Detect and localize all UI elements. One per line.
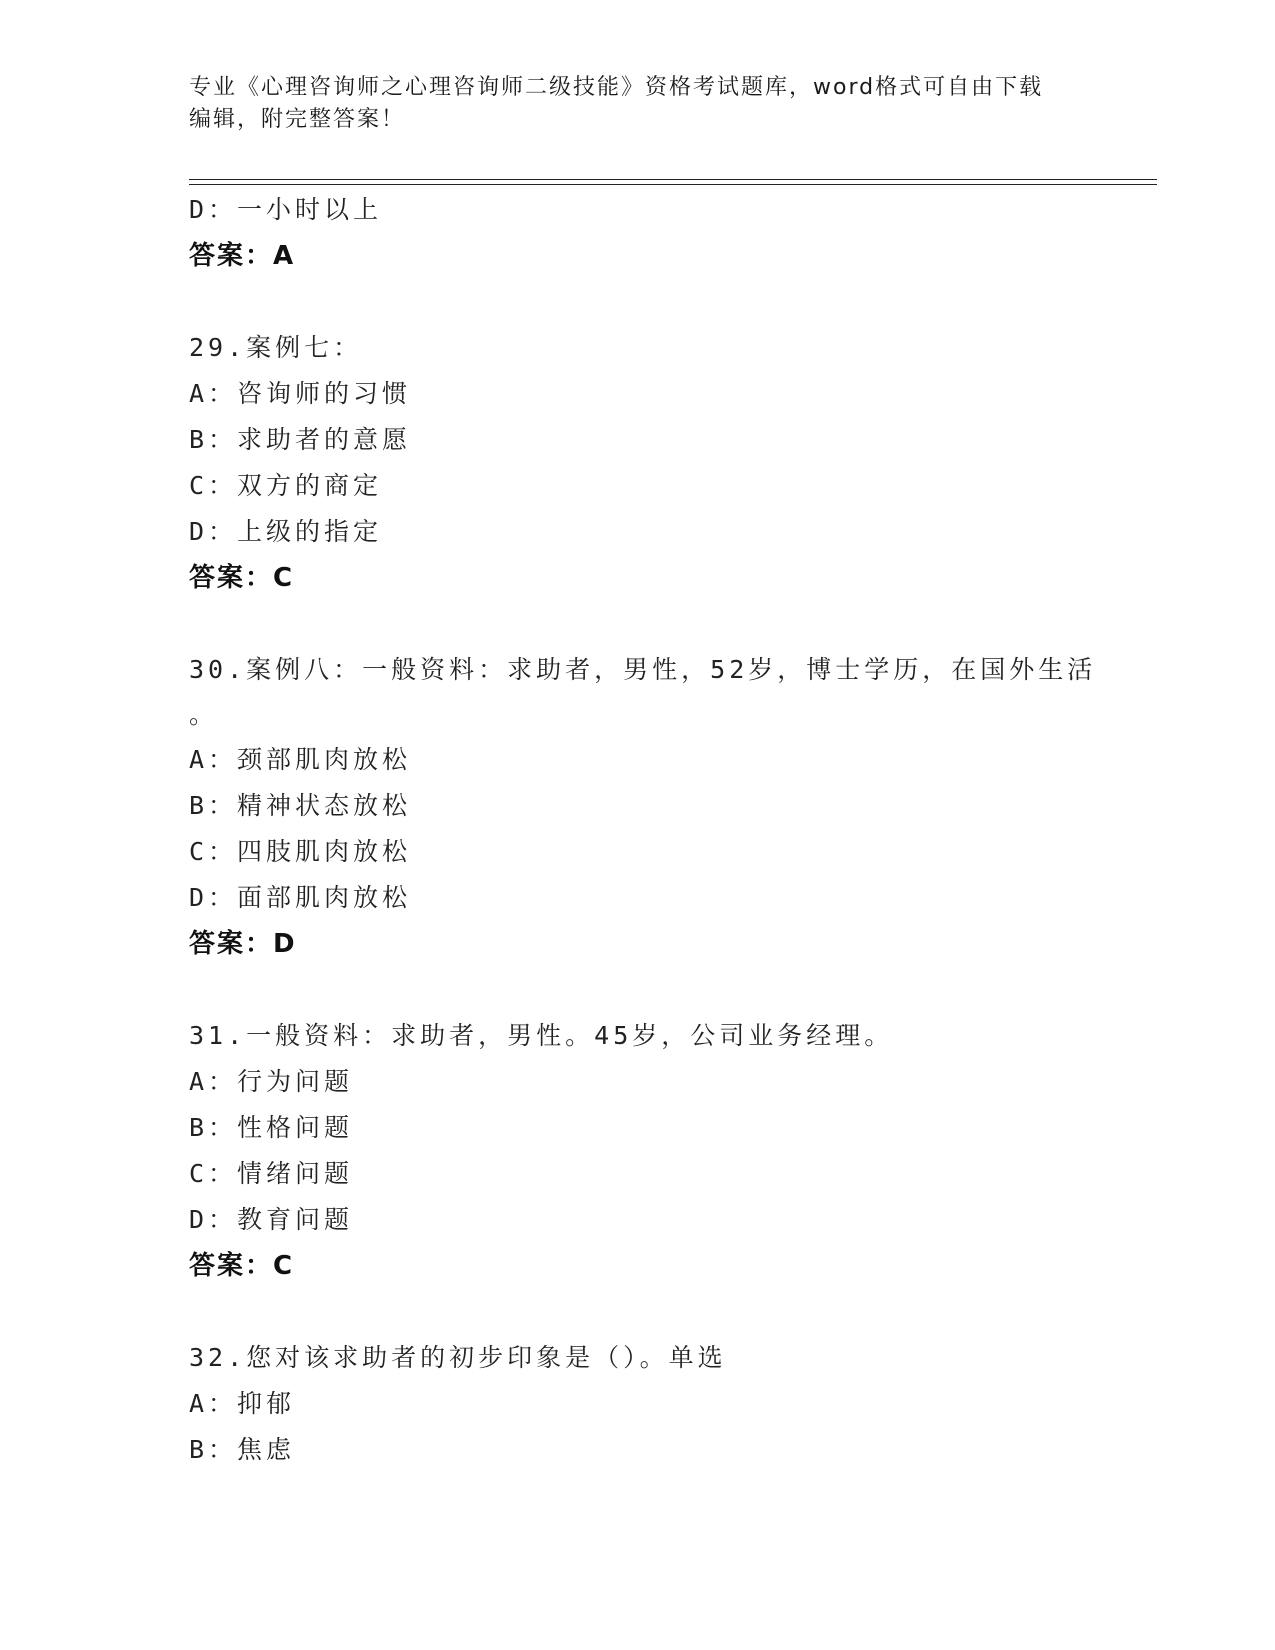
option-d: D：教育问题 — [189, 1205, 354, 1234]
option-c: C：双方的商定 — [189, 471, 383, 500]
question-stem-continuation: 。 — [189, 700, 215, 729]
document-header — [189, 72, 1089, 136]
question-stem: 29.案例七： — [189, 333, 363, 362]
header-line-1: 专业《心理咨询师之心理咨询师二级技能》资格考试题库，word格式可自由下载 — [189, 75, 1044, 100]
header-divider-top — [189, 179, 1157, 180]
option-c: C：四肢肌肉放松 — [189, 837, 412, 866]
option-d: D：上级的指定 — [189, 517, 383, 546]
answer: 答案：C — [189, 1251, 295, 1281]
option-d: D：一小时以上 — [189, 195, 383, 224]
question-stem: 31.一般资料：求助者，男性。45岁，公司业务经理。 — [189, 1021, 894, 1050]
question-stem: 32.您对该求助者的初步印象是（）。单选 — [189, 1343, 727, 1372]
question-stem: 30.案例八：一般资料：求助者，男性，52岁，博士学历，在国外生活 — [189, 655, 1097, 684]
option-a: A：咨询师的习惯 — [189, 379, 412, 408]
answer: 答案：A — [189, 241, 296, 271]
option-a: A：抑郁 — [189, 1389, 296, 1418]
answer: 答案：C — [189, 563, 295, 593]
option-b: B：求助者的意愿 — [189, 425, 412, 454]
header-line-2: 编辑，附完整答案！ — [189, 107, 406, 132]
option-a: A：颈部肌肉放松 — [189, 745, 412, 774]
answer: 答案：D — [189, 929, 297, 959]
option-b: B：精神状态放松 — [189, 791, 412, 820]
question-list — [189, 187, 1157, 1473]
option-c: C：情绪问题 — [189, 1159, 354, 1188]
option-d: D：面部肌肉放松 — [189, 883, 412, 912]
option-b: B：性格问题 — [189, 1113, 354, 1142]
header-divider-bottom — [189, 184, 1157, 185]
option-a: A：行为问题 — [189, 1067, 354, 1096]
option-b: B：焦虑 — [189, 1435, 296, 1464]
